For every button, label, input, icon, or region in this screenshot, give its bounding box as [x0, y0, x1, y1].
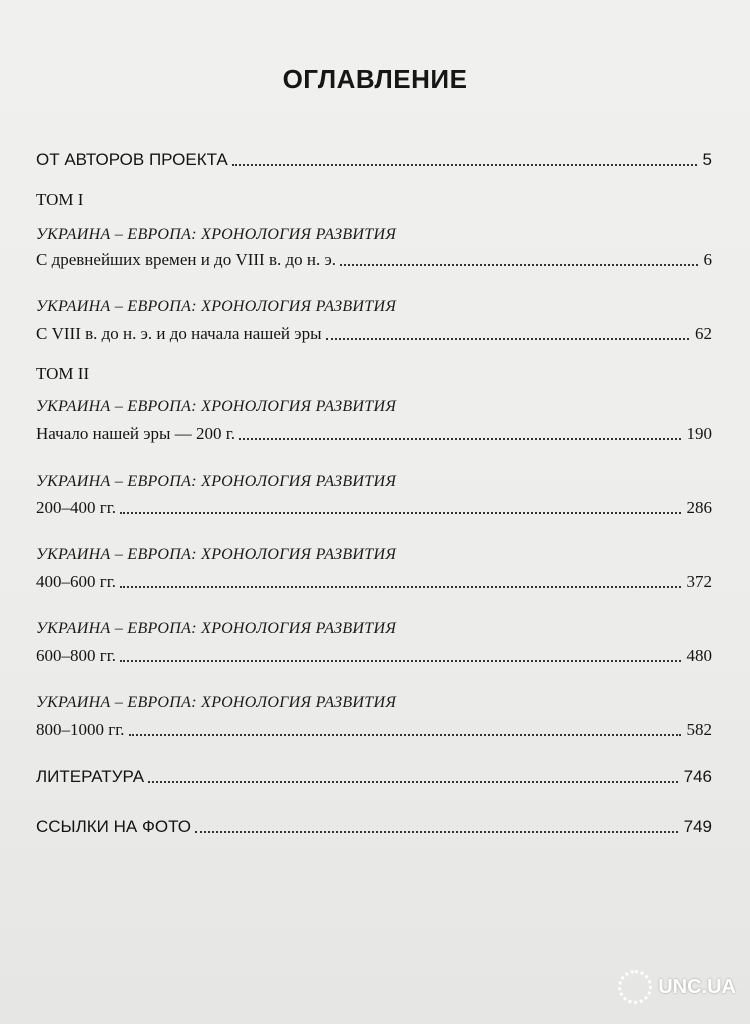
- toc-entry-label: ОТ АВТОРОВ ПРОЕКТА: [36, 150, 228, 169]
- toc-entry-literature: [36, 763, 712, 787]
- toc-entry-label: ЛИТЕРАТУРА: [36, 767, 145, 786]
- toc-entry-label: 600–800 гг.: [36, 646, 117, 665]
- series-title: УКРАИНА – ЕВРОПА: ХРОНОЛОГИЯ РАЗВИТИЯ: [36, 473, 397, 490]
- toc-entry-page: 582: [686, 720, 712, 739]
- dot-leader: [120, 586, 680, 588]
- dot-leader: [232, 164, 697, 166]
- toc-entry: [36, 642, 712, 666]
- toc-entry-page: 190: [686, 424, 712, 443]
- toc-entry: [36, 716, 712, 740]
- dot-leader: [195, 831, 678, 833]
- toc-entry-photo-links: [36, 813, 712, 837]
- watermark-logo-icon: [618, 970, 652, 1004]
- toc-entry-label: С VIII в. до н. э. и до начала нашей эры: [36, 324, 322, 343]
- dot-leader: [129, 734, 681, 736]
- toc-entry-page: 749: [683, 817, 712, 836]
- watermark: [618, 970, 736, 1004]
- series-title: УКРАИНА – ЕВРОПА: ХРОНОЛОГИЯ РАЗВИТИЯ: [36, 298, 397, 315]
- toc-entry: [36, 494, 712, 518]
- toc-entry-authors: [36, 146, 712, 170]
- toc-entry: [36, 420, 712, 444]
- dot-leader: [148, 781, 678, 783]
- toc-entry-page: 372: [686, 572, 712, 591]
- page-title: ОГЛАВЛЕНИЕ: [282, 64, 468, 94]
- dot-leader: [120, 660, 680, 662]
- toc-entry-page: 62: [695, 324, 712, 343]
- volume-heading-1: ТОМ I: [36, 190, 84, 209]
- toc-entry-label: 800–1000 гг.: [36, 720, 125, 739]
- series-title: УКРАИНА – ЕВРОПА: ХРОНОЛОГИЯ РАЗВИТИЯ: [36, 226, 397, 243]
- toc-entry-page: 480: [686, 646, 712, 665]
- toc-entry-label: 200–400 гг.: [36, 498, 117, 517]
- series-title: УКРАИНА – ЕВРОПА: ХРОНОЛОГИЯ РАЗВИТИЯ: [36, 546, 397, 563]
- toc-entry-label: Начало нашей эры — 200 г.: [36, 424, 236, 443]
- toc-entry: [36, 246, 712, 270]
- dot-leader: [340, 264, 697, 266]
- toc-entry-page: 286: [686, 498, 712, 517]
- series-title: УКРАИНА – ЕВРОПА: ХРОНОЛОГИЯ РАЗВИТИЯ: [36, 620, 397, 637]
- series-title: УКРАИНА – ЕВРОПА: ХРОНОЛОГИЯ РАЗВИТИЯ: [36, 398, 397, 415]
- toc-entry-page: 6: [703, 250, 712, 269]
- toc-entry: [36, 320, 712, 344]
- toc-entry: [36, 568, 712, 592]
- dot-leader: [120, 512, 680, 514]
- dot-leader: [239, 438, 680, 440]
- volume-heading-2: ТОМ II: [36, 364, 90, 383]
- series-title: УКРАИНА – ЕВРОПА: ХРОНОЛОГИЯ РАЗВИТИЯ: [36, 694, 397, 711]
- toc-entry-page: 5: [702, 150, 712, 169]
- toc-entry-label: ССЫЛКИ НА ФОТО: [36, 817, 191, 836]
- toc-entry-label: С древнейших времен и до VIII в. до н. э.: [36, 250, 337, 269]
- watermark-text: UNC.UA: [658, 975, 736, 998]
- toc-entry-label: 400–600 гг.: [36, 572, 117, 591]
- toc-entry-page: 746: [683, 767, 712, 786]
- dot-leader: [326, 338, 690, 340]
